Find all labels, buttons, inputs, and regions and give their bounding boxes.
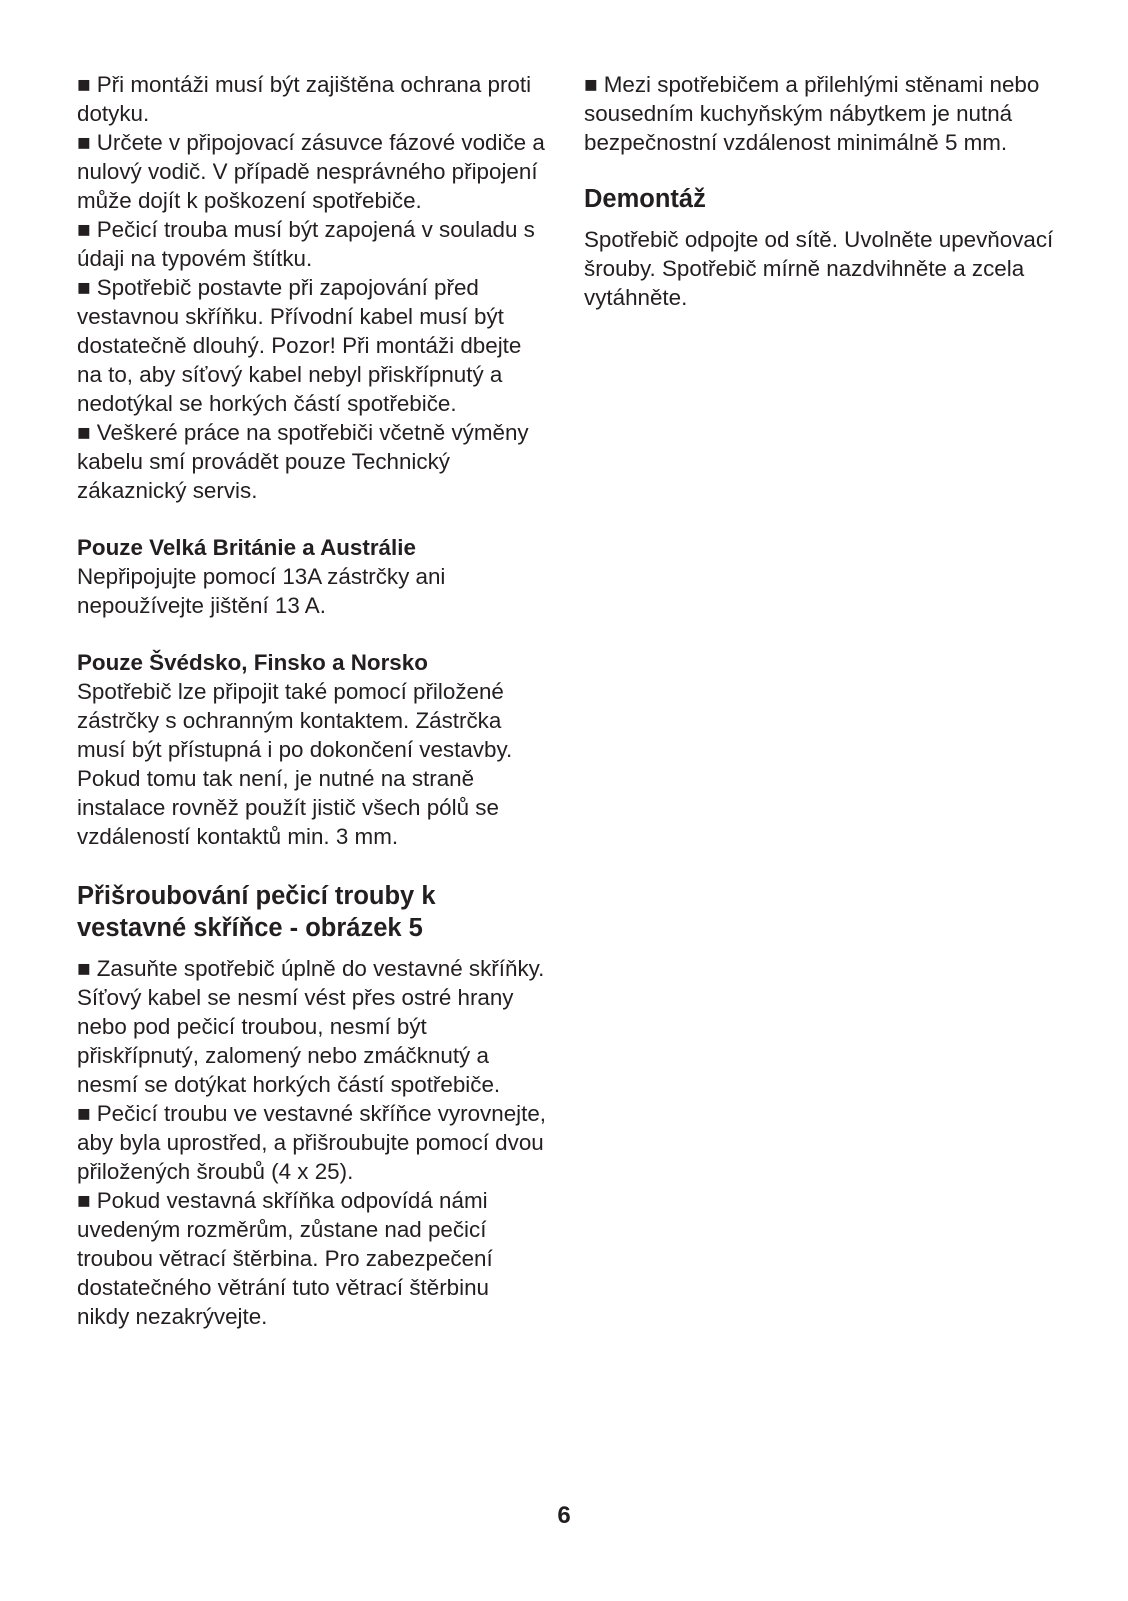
screwing-section-title: Přišroubování pečicí trouby k vestavné skříňce - obrázek 5 <box>77 882 436 942</box>
uk-au-text: Nepřipojujte pomocí 13A zástrčky ani nepoužívejte jištění 13 A. <box>77 564 446 618</box>
right-column <box>584 70 1054 312</box>
left-column <box>77 70 547 1331</box>
page-number: 6 <box>557 1502 571 1529</box>
bullet-ventilation-gap: ■ Pokud vestavná skříňka odpovídá námi uvedeným rozměrům, zůstane nad pečicí troubou větrací štěrbina. Pro zabezpečení dostatečného větrání tuto větrací štěrbinu nikdy nezakrývejte. <box>77 1186 547 1331</box>
nordic-heading: Pouze Švédsko, Finsko a Norsko <box>77 650 428 675</box>
bullet-push-in: ■ Zasuňte spotřebič úplně do vestavné skříňky. Síťový kabel se nesmí vést přes ostré hrany nebo pod pečicí troubou, nesmí být přiskřípnutý, zalomený nebo zmáčknutý a nesmí se dotýkat horkých částí spotřebiče. <box>77 954 547 1099</box>
bullet-touch-protection: ■ Při montáži musí být zajištěna ochrana proti dotyku. <box>77 70 547 128</box>
bullet-phase-neutral: ■ Určete v připojovací zásuvce fázové vodiče a nulový vodič. V případě nesprávného připojení může dojít k poškození spotřebiče. <box>77 128 547 215</box>
bullet-service-only: ■ Veškeré práce na spotřebiči včetně výměny kabelu smí provádět pouze Technický zákaznický servis. <box>77 418 547 505</box>
bullet-cable-length: ■ Spotřebič postavte při zapojování před vestavnou skříňku. Přívodní kabel musí být dostatečně dlouhý. Pozor! Při montáži dbejte na to, aby síťový kabel nebyl přiskřípnutý a nedotýkal se horkých částí spotřebiče. <box>77 273 547 418</box>
bullet-safety-distance: ■ Mezi spotřebičem a přilehlými stěnami nebo sousedním kuchyňským nábytkem je nutná bezpečnostní vzdálenost minimálně 5 mm. <box>584 70 1054 157</box>
bullet-align-screw: ■ Pečicí troubu ve vestavné skříňce vyrovnejte, aby byla uprostřed, a přišroubujte pomocí dvou přiložených šroubů (4 x 25). <box>77 1099 547 1186</box>
bullet-rating-plate: ■ Pečicí trouba musí být zapojená v souladu s údaji na typovém štítku. <box>77 215 547 273</box>
dismantling-section-title: Demontáž <box>584 185 706 213</box>
dismantling-text: Spotřebič odpojte od sítě. Uvolněte upevňovací šrouby. Spotřebič mírně nazdvihněte a zcela vytáhněte. <box>584 227 1054 310</box>
nordic-text: Spotřebič lze připojit také pomocí přiložené zástrčky s ochranným kontaktem. Zástrčka musí být přístupná i po dokončení vestavby. Pokud tomu tak není, je nutné na straně instalace rovněž použít jistič všech pólů se vzdáleností kontaktů min. 3 mm. <box>77 679 513 849</box>
uk-au-heading: Pouze Velká Británie a Austrálie <box>77 535 416 560</box>
